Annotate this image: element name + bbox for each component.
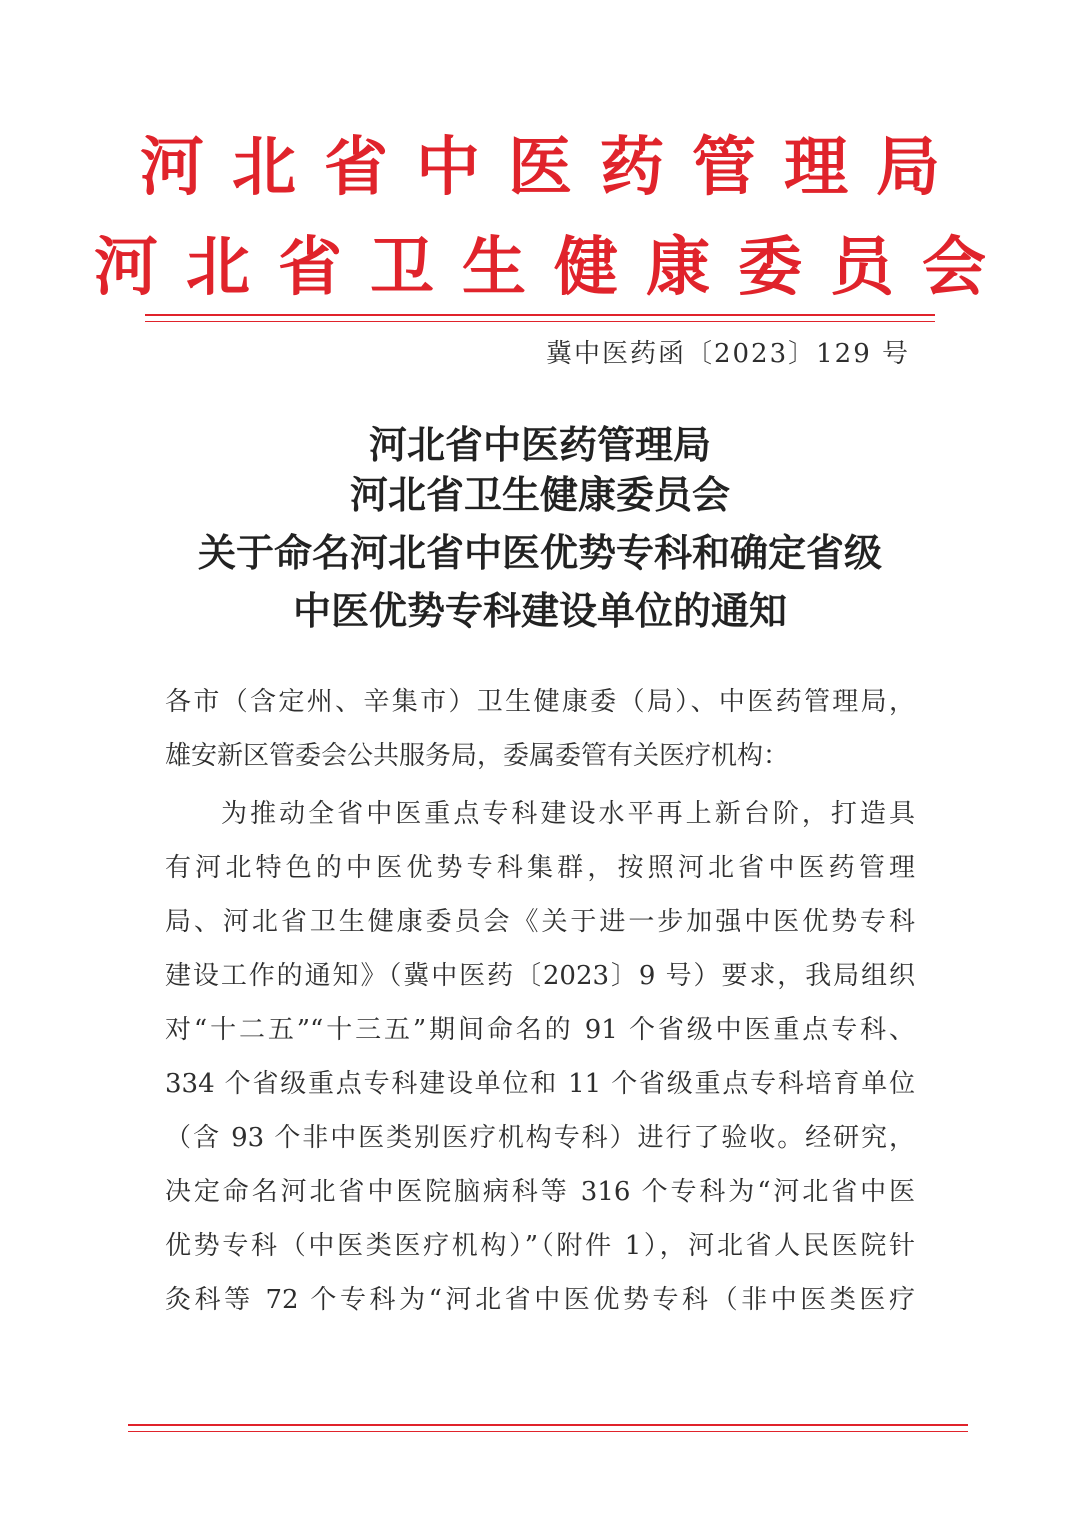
title-line-4: 中医优势专科建设单位的通知 [292,589,787,633]
paragraph-line: 建设工作的通知》（冀中医药〔2023〕9 号）要求，我局组织 [165,961,915,991]
paragraph-line: （含 93 个非中医类别医疗机构专科）进行了验收。经研究， [165,1123,915,1153]
addressee-line-1: 各市（含定州、辛集市）卫生健康委（局）、中医药管理局， [165,687,915,717]
issuer-name-2: 河北省卫生健康委员会 [94,231,1014,305]
title-line-2: 河北省卫生健康委员会 [349,473,730,517]
footer-red-rule [128,1424,968,1426]
paragraph-line: 局、河北省卫生健康委员会《关于进一步加强中医优势专科 [165,907,915,937]
paragraph-line: 决定命名河北省中医院脑病科等 316 个专科为“河北省中医 [165,1177,915,1207]
paragraph-line: 对“十二五”“十三五”期间命名的 91 个省级中医重点专科、 [165,1015,915,1045]
footer-red-rule-thin [128,1431,968,1432]
paragraph-line: 有河北特色的中医优势专科集群，按照河北省中医药管理 [165,853,915,883]
paragraph-line: 灸科等 72 个专科为“河北省中医优势专科（非中医类医疗 [165,1285,915,1315]
header-red-rule-thin [145,321,935,322]
header-red-rule [145,314,935,316]
title-line-1: 河北省中医药管理局 [368,423,711,467]
document-number: 冀中医药函〔2023〕129 号 [545,339,910,369]
issuer-name-1: 河北省中医药管理局 [140,131,968,205]
paragraph-line: 334 个省级重点专科建设单位和 11 个省级重点专科培育单位 [165,1069,915,1099]
addressee-line-2: 雄安新区管委会公共服务局，委属委管有关医疗机构： [165,741,790,771]
paragraph-line: 为推动全省中医重点专科建设水平再上新台阶，打造具 [221,799,915,829]
paragraph-line: 优势专科（中医类医疗机构）”（附件 1），河北省人民医院针 [165,1231,915,1261]
title-line-3: 关于命名河北省中医优势专科和确定省级 [197,531,882,575]
